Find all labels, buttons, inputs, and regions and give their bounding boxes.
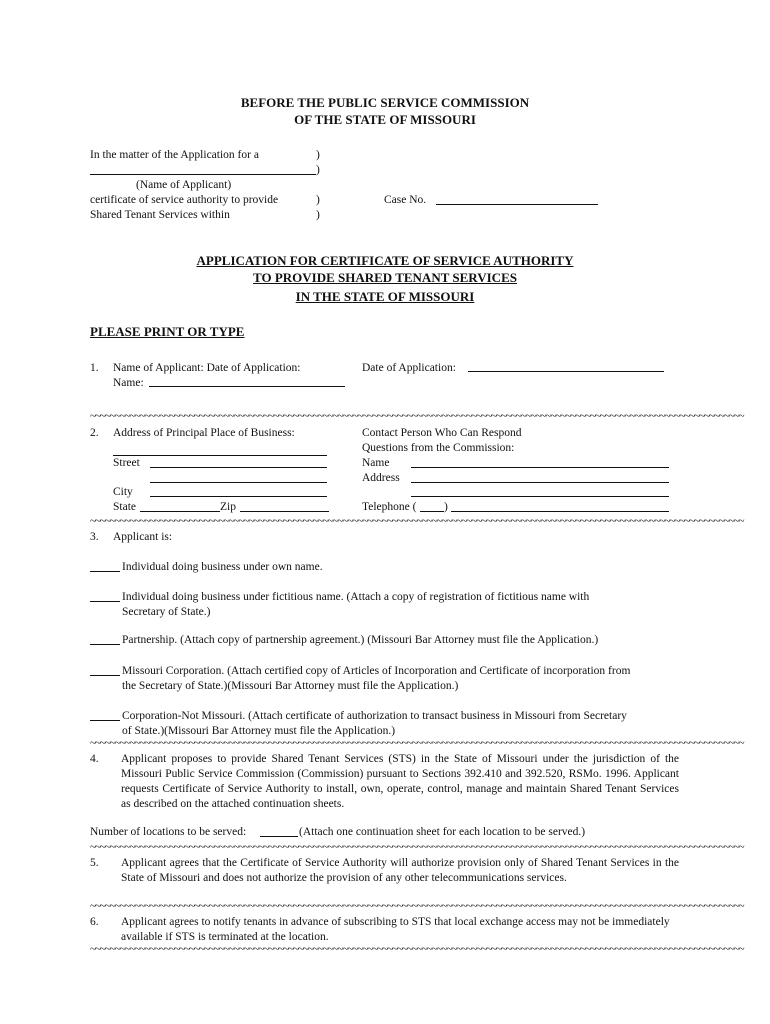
city-label: City [113,486,133,498]
contact-name-label: Name [362,457,390,469]
contact-person-label-1: Contact Person Who Can Respond [362,427,522,439]
application-title-line1: APPLICATION FOR CERTIFICATE OF SERVICE AUTHORITY [196,253,574,268]
option-corporation-not-missouri-cont: of State.)(Missouri Bar Attorney must file the Application.) [122,725,396,737]
caption-name-of-applicant: (Name of Applicant) [136,179,232,191]
option-individual-fictitious-name-cont: Secretary of State.) [122,606,211,618]
section-6-number: 6. [90,916,99,928]
option-corporation-not-missouri: Corporation-Not Missouri. (Attach certificate of authorization to transact business in Missouri from Secretary [122,710,627,722]
caption-paren: ) [316,149,320,161]
street-input-2[interactable] [150,482,327,483]
option-individual-own-name: Individual doing business under own name. [122,561,323,573]
application-title-line3: IN THE STATE OF MISSOURI [295,289,475,304]
separator: ~~~~~~~~~~~~~~~~~~~~~~~~~~~~~~~~~~~~~~~~~~~~~~~~~~~~~~~~~~~~~~~~~~~~~~~~~~~~~~~~~~~~~~~~~~~~~~~~~~~~~~~~~~~~~~~~~~~~~~~~~~~~~~~~~~~~ [90,515,744,527]
locations-label: Number of locations to be served: [90,826,247,838]
contact-address-input[interactable] [411,482,669,483]
section-5-number: 5. [90,857,99,869]
option-blank[interactable] [90,601,120,602]
street-label: Street [113,457,140,469]
separator: ~~~~~~~~~~~~~~~~~~~~~~~~~~~~~~~~~~~~~~~~~~~~~~~~~~~~~~~~~~~~~~~~~~~~~~~~~~~~~~~~~~~~~~~~~~~~~~~~~~~~~~~~~~~~~~~~~~~~~~~~~~~~~~~~~~~~ [90,943,744,955]
separator: ~~~~~~~~~~~~~~~~~~~~~~~~~~~~~~~~~~~~~~~~~~~~~~~~~~~~~~~~~~~~~~~~~~~~~~~~~~~~~~~~~~~~~~~~~~~~~~~~~~~~~~~~~~~~~~~~~~~~~~~~~~~~~~~~~~~~ [90,737,744,749]
option-individual-fictitious-name: Individual doing business under fictitious name. (Attach a copy of registration of fictitious name with [122,591,590,603]
contact-address-input-2[interactable] [411,496,669,497]
contact-address-label: Address [362,472,400,484]
section-1-number: 1. [90,362,99,374]
date-of-application-label: Date of Application: [362,362,456,374]
section-3-number: 3. [90,531,99,543]
address-line-field[interactable] [113,455,327,456]
application-title-line2: TO PROVIDE SHARED TENANT SERVICES [253,270,517,285]
case-number-field[interactable] [436,204,598,205]
caption-matter: In the matter of the Application for a [90,149,259,161]
zip-label: Zip [220,501,236,513]
separator: ~~~~~~~~~~~~~~~~~~~~~~~~~~~~~~~~~~~~~~~~~~~~~~~~~~~~~~~~~~~~~~~~~~~~~~~~~~~~~~~~~~~~~~~~~~~~~~~~~~~~~~~~~~~~~~~~~~~~~~~~~~~~~~~~~~~~ [90,841,744,853]
state-heading: OF THE STATE OF MISSOURI [294,112,476,127]
option-missouri-corporation: Missouri Corporation. (Attach certified copy of Articles of Incorporation and Certificate of incorporation from [122,665,631,677]
separator: ~~~~~~~~~~~~~~~~~~~~~~~~~~~~~~~~~~~~~~~~~~~~~~~~~~~~~~~~~~~~~~~~~~~~~~~~~~~~~~~~~~~~~~~~~~~~~~~~~~~~~~~~~~~~~~~~~~~~~~~~~~~~~~~~~~~~ [90,410,744,422]
caption-paren: ) [316,194,320,206]
name-label: Name: [113,377,144,389]
state-label: State [113,501,136,513]
locations-input[interactable] [260,836,298,837]
applicant-name-input[interactable] [149,386,345,387]
option-missouri-corporation-cont: the Secretary of State.)(Missouri Bar Attorney must file the Application.) [122,680,459,692]
section-2-label: Address of Principal Place of Business: [113,427,295,439]
telephone-area-code-input[interactable] [420,511,444,512]
section-1-label: Name of Applicant: Date of Application: [113,362,301,374]
caption-paren: ) [316,209,320,221]
locations-note: (Attach one continuation sheet for each location to be served.) [299,826,586,838]
section-4-number: 4. [90,753,99,765]
contact-name-input[interactable] [411,467,669,468]
option-blank[interactable] [90,675,120,676]
case-number-label: Case No. [384,194,427,206]
separator: ~~~~~~~~~~~~~~~~~~~~~~~~~~~~~~~~~~~~~~~~~~~~~~~~~~~~~~~~~~~~~~~~~~~~~~~~~~~~~~~~~~~~~~~~~~~~~~~~~~~~~~~~~~~~~~~~~~~~~~~~~~~~~~~~~~~~ [90,900,744,912]
option-blank[interactable] [90,571,120,572]
section-2-number: 2. [90,427,99,439]
section-5-text: Applicant agrees that the Certificate of Service Authority will authorize provision only of Shared Tenant Services in the State of Missouri and does not authorize the provision of any other telecommunications services. [121,857,679,884]
option-partnership: Partnership. (Attach copy of partnership agreement.) (Missouri Bar Attorney must file the Application.) [122,634,599,646]
date-of-application-input[interactable] [468,371,664,372]
option-blank[interactable] [90,644,120,645]
section-3-label: Applicant is: [113,531,173,543]
applicant-name-field[interactable] [90,174,316,175]
caption-certificate-line: certificate of service authority to provide [90,194,279,206]
telephone-label: Telephone ( [362,501,417,513]
state-input[interactable] [140,511,220,512]
telephone-close-paren: ) [444,501,448,513]
commission-heading: BEFORE THE PUBLIC SERVICE COMMISSION [240,95,530,110]
contact-person-label-2: Questions from the Commission: [362,442,515,454]
section-4-text: Applicant proposes to provide Shared Tenant Services (STS) in the State of Missouri under the jurisdiction of the Missouri Public Service Commission (Commission) pursuant to Sections 392.410 and 392.520, RSMo. 1996. Applicant requests Certificate of Service Authority to install, own, operate, control, manage and maintain Shared Tenant Services as described on the attached continuation sheets. [121,753,679,810]
telephone-number-input[interactable] [451,511,669,512]
caption-shared-line: Shared Tenant Services within [90,209,230,221]
option-blank[interactable] [90,720,120,721]
section-6-text: Applicant agrees to notify tenants in advance of subscribing to STS that local exchange access may not be immediately available if STS is terminated at the location. [121,916,670,943]
zip-input[interactable] [240,511,329,512]
street-input[interactable] [150,467,327,468]
print-or-type-note: PLEASE PRINT OR TYPE [90,324,245,339]
city-input[interactable] [150,496,327,497]
caption-paren: ) [316,164,320,176]
